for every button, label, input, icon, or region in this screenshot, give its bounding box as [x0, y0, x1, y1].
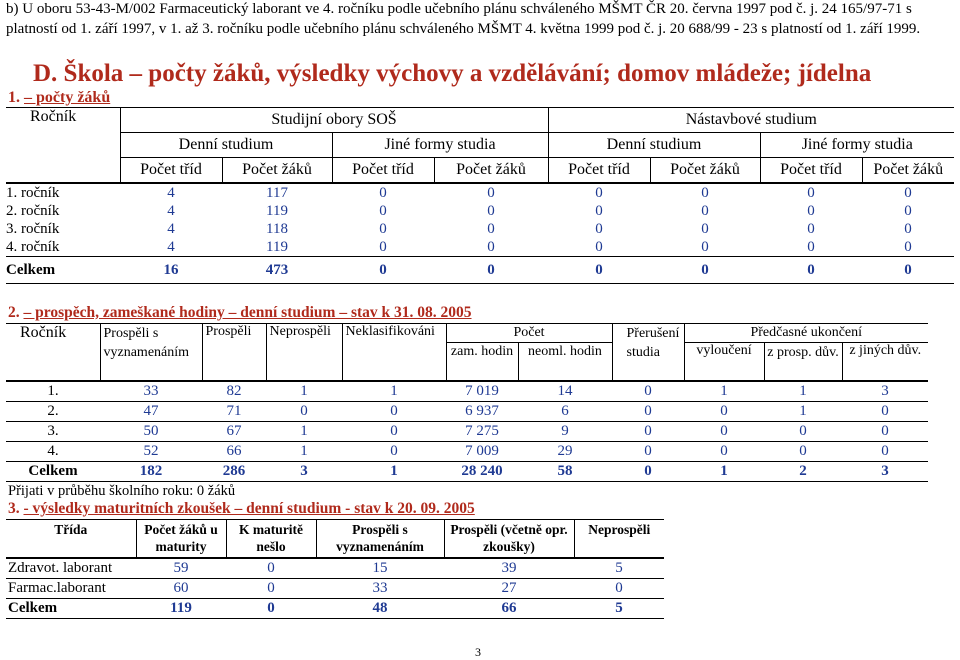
row-label: 1. ročník — [6, 184, 60, 201]
cell: 0 — [904, 261, 912, 278]
cell: 50 — [143, 422, 159, 439]
cell: 473 — [265, 261, 289, 278]
header-zam-hodin: zam. hodin — [446, 343, 518, 362]
header-neprospeli: Neprospěli — [574, 520, 664, 558]
cell: 67 — [226, 422, 242, 439]
header-trid: Počet tříd — [760, 158, 862, 184]
header-prospeli-vcetne: Prospěli (včetně opr. zkoušky) — [444, 520, 574, 558]
cell: 0 — [904, 184, 912, 201]
cell: 4 — [167, 184, 175, 201]
cell: 47 — [143, 402, 159, 419]
page-number: 3 — [475, 645, 481, 659]
subheading-3 — [8, 500, 475, 518]
cell: 0 — [644, 402, 652, 419]
total-row — [6, 257, 954, 284]
cell: 59 — [173, 559, 189, 576]
cell: 0 — [595, 261, 603, 278]
table-row — [6, 558, 664, 579]
cell: 7 009 — [465, 442, 499, 459]
cell: 82 — [226, 382, 242, 399]
cell: 66 — [501, 599, 517, 616]
cell: 182 — [139, 462, 163, 479]
cell: 0 — [379, 220, 387, 237]
cell: 0 — [807, 220, 815, 237]
cell: 3 — [300, 462, 308, 479]
header-zaku: Počet žáků — [222, 158, 332, 184]
cell: 0 — [644, 462, 652, 479]
cell: 3 — [881, 382, 889, 399]
header-vylouceni: vyloučení — [684, 343, 764, 381]
cell: 4 — [167, 202, 175, 219]
header-neprospeli: Neprospěli — [266, 324, 342, 381]
cell: 0 — [267, 579, 275, 596]
total-row — [6, 598, 664, 618]
header-sos-denni: Denní studium — [120, 133, 332, 158]
cell: 52 — [143, 442, 159, 459]
cell: 6 — [561, 402, 569, 419]
cell: 3 — [881, 462, 889, 479]
cell: 0 — [595, 202, 603, 219]
cell: 27 — [501, 579, 517, 596]
cell: 0 — [644, 422, 652, 439]
cell: 0 — [701, 202, 709, 219]
header-predcasne: Předčasné ukončení — [684, 324, 928, 343]
intro-paragraph: b) U oboru 53-43-M/002 Farmaceutický laborant ve 4. ročníku podle učebního plánu schváleného MŠMT ČR 20. června 1997 pod č. j. 24 165/97-71 s platností od 1. září 1997, v 1. až 3. ročníku podle učebního plánu schváleného MŠMT 4. května 1999 pod č. j. 20 688/99 - 23 s platností od 1. září 1999. — [6, 1, 921, 37]
header-k-maturite: K maturitě nešlo — [226, 520, 316, 558]
cell: 119 — [170, 599, 192, 616]
cell: 0 — [379, 261, 387, 278]
header-rocnik: Ročník — [20, 324, 67, 341]
cell: 29 — [557, 442, 573, 459]
cell: 15 — [372, 559, 388, 576]
cell: 0 — [390, 442, 398, 459]
header-zaku: Počet žáků — [434, 158, 548, 184]
cell: 0 — [267, 599, 275, 616]
table-row — [6, 441, 928, 461]
header-z-prosp: z prosp. dův. — [764, 343, 842, 381]
cell: 33 — [143, 382, 159, 399]
cell: 0 — [300, 402, 308, 419]
cell: 0 — [881, 422, 889, 439]
cell: 1 — [390, 382, 398, 399]
cell: 0 — [720, 442, 728, 459]
cell: 4 — [167, 220, 175, 237]
cell: 0 — [379, 184, 387, 201]
cell: 0 — [379, 238, 387, 255]
cell: 0 — [487, 202, 495, 219]
header-pocet: Počet — [446, 324, 612, 343]
subheading-2 — [8, 304, 472, 322]
cell: 0 — [799, 442, 807, 459]
header-zaku: Počet žáků — [650, 158, 760, 184]
total-row — [6, 461, 928, 481]
pupil-counts-table — [6, 107, 954, 284]
cell: 28 240 — [461, 462, 503, 479]
header-trida: Třída — [54, 522, 88, 537]
cell: 0 — [904, 202, 912, 219]
row-label: 4. ročník — [6, 238, 60, 255]
header-zaku: Počet žáků — [862, 158, 954, 184]
table-row — [6, 238, 954, 257]
total-label: Celkem — [28, 462, 78, 479]
cell: 2 — [799, 462, 807, 479]
cell: 7 019 — [465, 382, 499, 399]
cell: 0 — [644, 442, 652, 459]
row-label: 2. — [47, 402, 59, 419]
cell: 5 — [615, 599, 623, 616]
cell: 0 — [487, 238, 495, 255]
cell: 16 — [163, 261, 179, 278]
header-pocet-zaku: Počet žáků u maturity — [136, 520, 226, 558]
cell: 0 — [807, 261, 815, 278]
cell: 58 — [557, 462, 573, 479]
cell: 119 — [266, 202, 288, 219]
table-row — [6, 381, 928, 402]
cell: 118 — [266, 220, 288, 237]
cell: 48 — [372, 599, 388, 616]
cell: 1 — [300, 382, 308, 399]
cell: 71 — [226, 402, 242, 419]
cell: 0 — [807, 202, 815, 219]
cell: 0 — [379, 202, 387, 219]
cell: 0 — [720, 422, 728, 439]
section-heading: D. Škola – počty žáků, výsledky výchovy a vzdělávání; domov mládeže; jídelna — [33, 60, 872, 87]
header-neoml-hodin: neoml. hodin — [518, 343, 612, 362]
row-label: 3. ročník — [6, 220, 60, 237]
table-row — [6, 578, 664, 598]
header-sos: Studijní obory SOŠ — [120, 108, 548, 133]
cell: 0 — [267, 559, 275, 576]
cell: 0 — [904, 238, 912, 255]
cell: 0 — [881, 442, 889, 459]
row-label: Farmac.laborant — [8, 579, 106, 596]
cell: 9 — [561, 422, 569, 439]
cell: 0 — [701, 184, 709, 201]
subheading-2-title: – prospěch, zameškané hodiny – denní studium – stav k 31. 08. 2005 — [23, 304, 472, 321]
results-table — [6, 323, 928, 482]
header-nastavbove: Nástavbové studium — [548, 108, 954, 133]
cell: 1 — [720, 462, 728, 479]
cell: 0 — [615, 579, 623, 596]
row-label: 3. — [47, 422, 59, 439]
cell: 0 — [881, 402, 889, 419]
cell: 39 — [501, 559, 517, 576]
header-prospeli-s: Prospěli s vyznamenáním — [316, 520, 444, 558]
cell: 0 — [701, 220, 709, 237]
cell: 0 — [595, 220, 603, 237]
cell: 0 — [487, 184, 495, 201]
header-trid: Počet tříd — [120, 158, 222, 184]
cell: 33 — [372, 579, 388, 596]
cell: 1 — [799, 382, 807, 399]
row-label: Zdravot. laborant — [8, 559, 113, 576]
cell: 119 — [266, 238, 288, 255]
cell: 1 — [390, 462, 398, 479]
header-neklasifikovani: Neklasifikováni — [342, 324, 446, 381]
subheading-1 — [8, 89, 110, 107]
graduation-results-table — [6, 519, 664, 619]
header-prospeli: Prospěli — [202, 324, 266, 381]
table-row — [6, 183, 954, 202]
cell: 0 — [644, 382, 652, 399]
subheading-2-number: 2. — [8, 304, 20, 321]
cell: 4 — [167, 238, 175, 255]
header-nast-denni: Denní studium — [548, 133, 760, 158]
cell: 0 — [807, 184, 815, 201]
subheading-3-title: - výsledky maturitních zkoušek – denní studium - stav k 20. 09. 2005 — [23, 500, 475, 517]
table-row — [6, 421, 928, 441]
cell: 0 — [807, 238, 815, 255]
admitted-note: Přijati v průběhu školního roku: 0 žáků — [8, 483, 236, 499]
subheading-1-number: 1. — [8, 89, 20, 106]
cell: 0 — [595, 238, 603, 255]
table-row — [6, 401, 928, 421]
header-prospeli-s: Prospěli s vyznamenáním — [100, 324, 202, 381]
cell: 0 — [487, 220, 495, 237]
table-row — [6, 202, 954, 220]
cell: 6 937 — [465, 402, 499, 419]
subheading-1-title: – počty žáků — [24, 89, 111, 106]
header-nast-jine: Jiné formy studia — [760, 133, 954, 158]
cell: 286 — [222, 462, 246, 479]
row-label: 1. — [47, 382, 59, 399]
header-z-jinych: z jiných dův. — [842, 343, 928, 381]
cell: 60 — [173, 579, 189, 596]
cell: 117 — [266, 184, 288, 201]
row-label: 2. ročník — [6, 202, 60, 219]
cell: 0 — [799, 422, 807, 439]
cell: 0 — [904, 220, 912, 237]
cell: 1 — [300, 422, 308, 439]
subheading-3-number: 3. — [8, 500, 20, 517]
header-rocnik: Ročník — [30, 108, 77, 125]
cell: 14 — [557, 382, 573, 399]
cell: 0 — [701, 261, 709, 278]
total-label: Celkem — [8, 599, 58, 616]
cell: 0 — [390, 422, 398, 439]
cell: 0 — [720, 402, 728, 419]
cell: 0 — [487, 261, 495, 278]
cell: 1 — [720, 382, 728, 399]
table-row — [6, 220, 954, 238]
cell: 7 275 — [465, 422, 499, 439]
cell: 1 — [300, 442, 308, 459]
header-trid: Počet tříd — [332, 158, 434, 184]
cell: 1 — [799, 402, 807, 419]
cell: 0 — [390, 402, 398, 419]
header-preruseni: Přerušení studia — [612, 324, 684, 381]
cell: 0 — [701, 238, 709, 255]
total-label: Celkem — [6, 261, 56, 278]
header-sos-jine: Jiné formy studia — [332, 133, 548, 158]
cell: 0 — [595, 184, 603, 201]
cell: 5 — [615, 559, 623, 576]
cell: 66 — [226, 442, 242, 459]
header-trid: Počet tříd — [548, 158, 650, 184]
row-label: 4. — [47, 442, 59, 459]
